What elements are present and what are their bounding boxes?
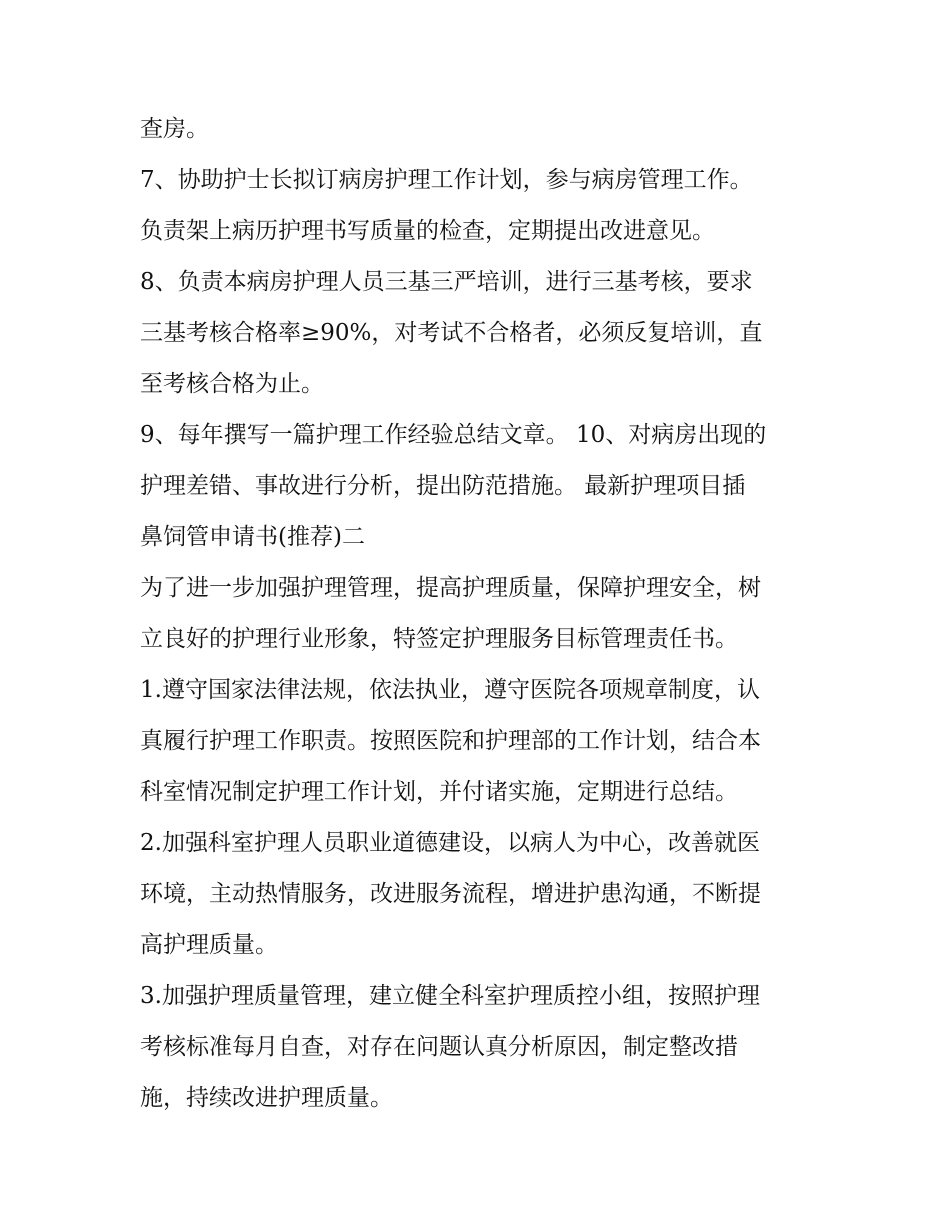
document-body: [140, 104, 820, 1124]
text-line: 至考核合格为止。: [140, 371, 324, 397]
text-line: 施，持续改进护理质量。: [140, 1085, 393, 1111]
text-line: 鼻饲管申请书(推荐)二: [140, 524, 365, 550]
text-line: 三基考核合格率≥90%，对考试不合格者，必须反复培训，直: [140, 320, 763, 346]
text-line: 9、每年撰写一篇护理工作经验总结文章。 10、对病房出现的: [140, 422, 767, 448]
text-line: 护理差错、事故进行分析，提出防范措施。 最新护理项目插: [140, 473, 746, 499]
text-line: 查房。: [140, 116, 209, 142]
text-line: 1.遵守国家法律法规，依法执业，遵守医院各项规章制度，认: [140, 677, 760, 703]
text-line: 科室情况制定护理工作计划，并付诸实施，定期进行总结。: [140, 779, 738, 805]
text-line: 为了进一步加强护理管理，提高护理质量，保障护理安全，树: [140, 575, 761, 601]
text-line: 2.加强科室护理人员职业道德建设，以病人为中心，改善就医: [140, 830, 760, 856]
text-line: 考核标准每月自查，对存在问题认真分析原因，制定整改措: [140, 1034, 738, 1060]
text-line: 高护理质量。: [140, 932, 278, 958]
text-line: 8、负责本病房护理人员三基三严培训，进行三基考核，要求: [140, 269, 753, 295]
text-line: 3.加强护理质量管理，建立健全科室护理质控小组，按照护理: [140, 983, 760, 1009]
text-line: 真履行护理工作职责。按照医院和护理部的工作计划，结合本: [140, 728, 761, 754]
text-line: 环境，主动热情服务，改进服务流程，增进护患沟通，不断提: [140, 881, 761, 907]
text-line: 负责架上病历护理书写质量的检查，定期提出改进意见。: [140, 218, 715, 244]
text-line: 立良好的护理行业形象，特签定护理服务目标管理责任书。: [140, 626, 738, 652]
text-line: 7、协助护士长拟订病房护理工作计划，参与病房管理工作。: [140, 167, 753, 193]
